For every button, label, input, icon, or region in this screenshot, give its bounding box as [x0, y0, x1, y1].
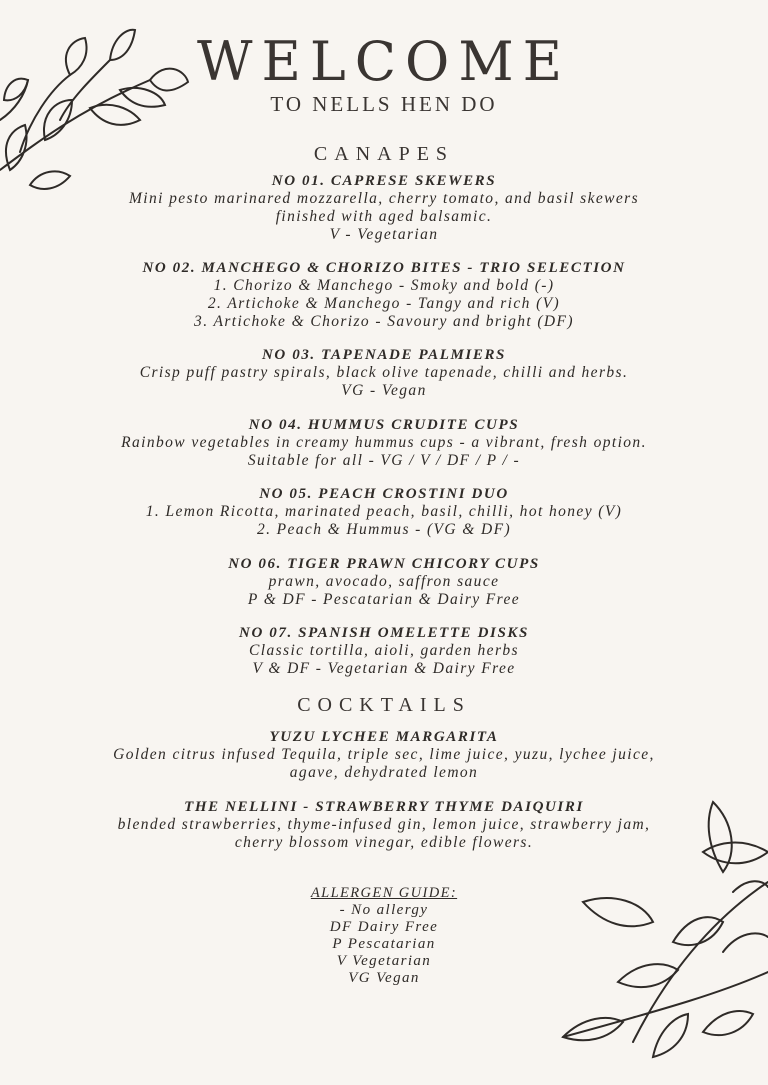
item-line: 3. Artichoke & Chorizo - Savoury and bright (DF) — [194, 313, 574, 330]
item-line: Crisp puff pastry spirals, black olive tapenade, chilli and herbs. — [139, 364, 629, 381]
page-subtitle: TO NELLS HEN DO — [270, 92, 498, 116]
item-line: V - Vegetarian — [329, 226, 439, 243]
item-line: agave, dehydrated lemon — [289, 764, 479, 781]
page-title: WELCOME — [196, 30, 572, 93]
item-line: VG - Vegan — [341, 382, 427, 399]
allergen-line: - No allergy — [339, 902, 429, 918]
item-name: NO 04. HUMMUS CRUDITE CUPS — [248, 417, 520, 433]
section-heading-cocktails: COCKTAILS — [297, 694, 471, 716]
menu-item-canape-6 — [0, 555, 768, 609]
menu-item-canape-3 — [0, 346, 768, 400]
section-heading-canapes: CANAPES — [313, 143, 455, 165]
menu-item-canape-1 — [0, 172, 768, 244]
item-line: 2. Peach & Hummus - (VG & DF) — [256, 521, 512, 538]
menu-item-canape-7 — [0, 624, 768, 678]
item-name: NO 05. PEACH CROSTINI DUO — [259, 486, 509, 502]
item-name: NO 07. SPANISH OMELETTE DISKS — [239, 625, 529, 641]
item-line: 1. Lemon Ricotta, marinated peach, basil, chilli, hot honey (V) — [145, 503, 623, 520]
item-line: Mini pesto marinared mozzarella, cherry tomato, and basil skewers — [128, 190, 640, 207]
allergen-guide — [0, 884, 768, 987]
allergen-line: DF Dairy Free — [329, 919, 439, 935]
item-line: P & DF - Pescatarian & Dairy Free — [247, 591, 521, 608]
item-line: 2. Artichoke & Manchego - Tangy and rich (V) — [207, 295, 561, 312]
item-line: Rainbow vegetables in creamy hummus cups - a vibrant, fresh option. — [121, 434, 647, 451]
item-line: 1. Chorizo & Manchego - Smoky and bold (-) — [213, 277, 555, 294]
allergen-guide-heading: ALLERGEN GUIDE: — [310, 885, 458, 901]
menu-item-canape-2 — [0, 259, 768, 331]
item-name: NO 03. TAPENADE PALMIERS — [262, 347, 506, 363]
item-line: Suitable for all - VG / V / DF / P / - — [247, 452, 521, 469]
allergen-line: VG Vegan — [348, 970, 420, 986]
item-line: V & DF - Vegetarian & Dairy Free — [252, 660, 516, 677]
item-line: cherry blossom vinegar, edible flowers. — [234, 834, 534, 851]
item-line: finished with aged balsamic. — [275, 208, 493, 225]
allergen-line: P Pescatarian — [332, 936, 436, 952]
menu-item-canape-5 — [0, 485, 768, 539]
item-line: prawn, avocado, saffron sauce — [268, 573, 500, 590]
item-line: blended strawberries, thyme-infused gin, lemon juice, strawberry jam, — [117, 816, 651, 833]
menu-item-canape-4 — [0, 416, 768, 470]
menu-item-cocktail-1 — [0, 728, 768, 782]
item-name: NO 02. MANCHEGO & CHORIZO BITES - TRIO SELECTION — [142, 260, 626, 276]
item-name: YUZU LYCHEE MARGARITA — [269, 729, 499, 745]
item-name: NO 01. CAPRESE SKEWERS — [271, 173, 497, 189]
item-line: Golden citrus infused Tequila, triple sec, lime juice, yuzu, lychee juice, — [113, 746, 655, 763]
item-name: THE NELLINI - STRAWBERRY THYME DAIQUIRI — [184, 799, 584, 815]
item-line: Classic tortilla, aioli, garden herbs — [249, 642, 519, 659]
allergen-line: V Vegetarian — [336, 953, 432, 969]
menu-item-cocktail-2 — [0, 798, 768, 852]
item-name: NO 06. TIGER PRAWN CHICORY CUPS — [228, 556, 540, 572]
